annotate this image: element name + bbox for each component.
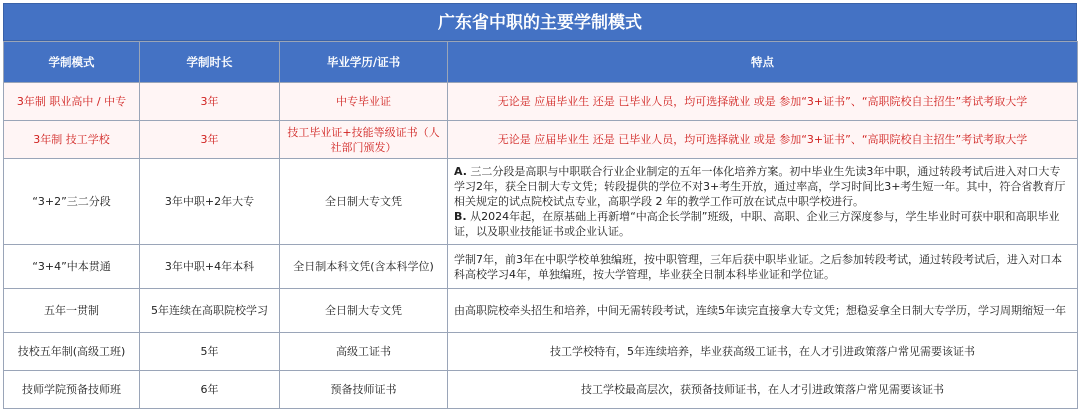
cell-duration: 3年 bbox=[140, 121, 280, 159]
cell-feature: 技工学校最高层次，获预备技师证书，在人才引进政策落户常见需要该证书 bbox=[448, 371, 1078, 409]
cell-feature bbox=[448, 159, 1078, 245]
header-cert: 毕业学历/证书 bbox=[280, 42, 448, 83]
feature-b-label: B. bbox=[454, 210, 467, 223]
feature-a-label: A. bbox=[454, 165, 467, 178]
header-feature: 特点 bbox=[448, 42, 1078, 83]
school-system-table bbox=[3, 41, 1078, 409]
table-row bbox=[4, 159, 1078, 245]
table-row bbox=[4, 333, 1078, 371]
table-row bbox=[4, 245, 1078, 289]
header-mode: 学制模式 bbox=[4, 42, 140, 83]
cell-duration: 3年 bbox=[140, 83, 280, 121]
cell-duration: 6年 bbox=[140, 371, 280, 409]
feature-a-text: 三二分段是高职与中职联合行业企业制定的五年一体化培养方案。初中毕业生先读3年中职，通过转段考试后进入对口大专学习2年，获全日制大专文凭；转段提供的学位不对3+考生开放，通过率高，学习时间比3+考生短一年。其中，符合省教育厅相关规定的试点院校试点专业，高职学段 2 年的教学工作可放在试点中职学校进行。 bbox=[454, 165, 1066, 208]
cell-cert: 全日制大专文凭 bbox=[280, 289, 448, 333]
table-title: 广东省中职的主要学制模式 bbox=[3, 3, 1077, 41]
cell-feature: 无论是 应届毕业生 还是 已毕业人员，均可选择就业 或是 参加“3+证书”、“高职院校自主招生”考试考取大学 bbox=[448, 83, 1078, 121]
cell-mode: 五年一贯制 bbox=[4, 289, 140, 333]
cell-mode: 3年制 职业高中 / 中专 bbox=[4, 83, 140, 121]
cell-feature: 无论是 应届毕业生 还是 已毕业人员，均可选择就业 或是 参加“3+证书”、“高职院校自主招生”考试考取大学 bbox=[448, 121, 1078, 159]
cell-cert: 高级工证书 bbox=[280, 333, 448, 371]
feature-b-text: 从2024年起，在原基础上再新增“中高企长学制”班级，中职、高职、企业三方深度参与，学生毕业时可获中职和高职毕业证，以及职业技能证书或企业认证。 bbox=[454, 210, 1060, 238]
cell-mode: “3+2”三二分段 bbox=[4, 159, 140, 245]
table-row bbox=[4, 371, 1078, 409]
cell-duration: 5年连续在高职院校学习 bbox=[140, 289, 280, 333]
cell-feature: 技工学校特有，5年连续培养，毕业获高级工证书，在人才引进政策落户常见需要该证书 bbox=[448, 333, 1078, 371]
cell-mode: “3+4”中本贯通 bbox=[4, 245, 140, 289]
cell-mode: 3年制 技工学校 bbox=[4, 121, 140, 159]
cell-mode: 技校五年制(高级工班) bbox=[4, 333, 140, 371]
cell-cert: 全日制大专文凭 bbox=[280, 159, 448, 245]
table-row bbox=[4, 289, 1078, 333]
cell-cert: 中专毕业证 bbox=[280, 83, 448, 121]
cell-mode: 技师学院预备技师班 bbox=[4, 371, 140, 409]
cell-duration: 3年中职+4年本科 bbox=[140, 245, 280, 289]
cell-cert: 技工毕业证+技能等级证书（人社部门颁发） bbox=[280, 121, 448, 159]
cell-duration: 5年 bbox=[140, 333, 280, 371]
cell-feature: 由高职院校牵头招生和培养，中间无需转段考试，连续5年读完直接拿大专文凭；想稳妥拿全日制大专学历，学习周期缩短一年 bbox=[448, 289, 1078, 333]
cell-cert: 预备技师证书 bbox=[280, 371, 448, 409]
cell-duration: 3年中职+2年大专 bbox=[140, 159, 280, 245]
header-duration: 学制时长 bbox=[140, 42, 280, 83]
cell-cert: 全日制本科文凭(含本科学位) bbox=[280, 245, 448, 289]
table-row bbox=[4, 83, 1078, 121]
cell-feature: 学制7年，前3年在中职学校单独编班，按中职管理，三年后获中职毕业证。之后参加转段考试，通过转段考试后，进入对口本科高校学习4年，单独编班，按大学管理，毕业获全日制本科毕业证和学位证。 bbox=[448, 245, 1078, 289]
header-row bbox=[4, 42, 1078, 83]
table-row bbox=[4, 121, 1078, 159]
document-table-wrapper bbox=[3, 3, 1077, 409]
